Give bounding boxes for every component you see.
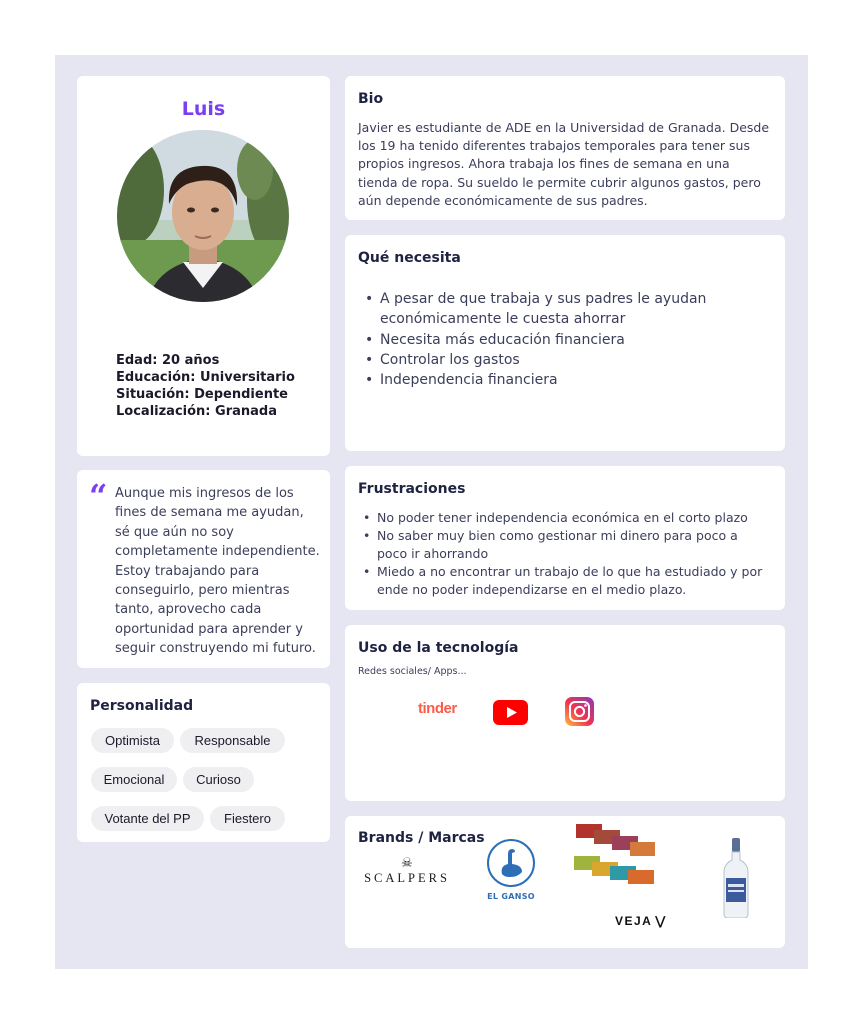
quote-text: Aunque mis ingresos de los fines de semana me ayudan, sé que aún no soy completamente independiente. Estoy trabajando para conseguirlo, pero mientras tanto, aprovecho cada oportunidad para aprender y seguir construyendo mi futuro. <box>115 486 320 657</box>
fact-location: Localización: Granada <box>116 404 277 419</box>
bio-text: Javier es estudiante de ADE en la Universidad de Granada. Desde los 19 ha tenido diferentes trabajos temporales para tener sus propios ingresos. Ahora trabaja los fines de semana en una tienda de ropa. Su sueldo le permite cubrir algunos gastos, pero aún depende económicamente de sus padres. <box>358 120 770 208</box>
bio-title: Bio <box>358 91 384 107</box>
needs-list <box>365 289 765 390</box>
persona-facts <box>116 352 295 420</box>
persona-name: Luis <box>181 98 226 120</box>
veja-logo <box>615 914 667 928</box>
avatar-photo <box>117 130 289 302</box>
frustrations-title: Frustraciones <box>358 481 466 497</box>
greygoose-bottle-image <box>722 838 750 918</box>
tech-card <box>345 625 785 801</box>
avatar <box>117 130 289 302</box>
skull-icon: ☠ <box>401 856 413 871</box>
scalpers-logo <box>361 856 453 886</box>
list-item: • No poder tener independencia económica en el corto plazo <box>363 509 768 527</box>
needs-card <box>345 235 785 451</box>
list-item: • Independencia financiera <box>365 370 765 390</box>
fact-education: Educación: Universitario <box>116 370 295 385</box>
goose-icon <box>486 838 536 888</box>
fact-situation: Situación: Dependiente <box>116 387 288 402</box>
frustrations-card <box>345 466 785 610</box>
list-item: • No saber muy bien como gestionar mi dinero para poco a poco ir ahorrando <box>363 527 768 563</box>
scalpers-label: SCALPERS <box>364 871 450 885</box>
tinder-logo: tinder <box>418 700 457 717</box>
quote-icon: “ <box>89 477 108 515</box>
instagram-icon <box>565 697 594 726</box>
tag-fiestero: Fiestero <box>210 806 285 831</box>
brands-card <box>345 816 785 948</box>
personality-title: Personalidad <box>90 698 194 714</box>
veja-shoeboxes-image <box>572 822 657 888</box>
tag-votante: Votante del PP <box>91 806 204 831</box>
brands-title: Brands / Marcas <box>358 830 485 846</box>
elganso-logo <box>482 838 540 901</box>
fact-age: Edad: 20 años <box>116 353 220 368</box>
veja-v-icon: ⋁ <box>655 914 667 928</box>
profile-card <box>77 76 330 456</box>
elganso-label: EL GANSO <box>487 892 535 901</box>
personality-card <box>77 683 330 842</box>
needs-title: Qué necesita <box>358 250 461 266</box>
frustrations-list <box>363 509 768 599</box>
tech-title: Uso de la tecnología <box>358 640 519 656</box>
tag-emocional: Emocional <box>91 767 177 792</box>
list-item: • Miedo a no encontrar un trabajo de lo que ha estudiado y por ende no poder independizarse en el medio plazo. <box>363 563 768 599</box>
tag-optimista: Optimista <box>91 728 174 753</box>
bio-card <box>345 76 785 220</box>
list-item: • Controlar los gastos <box>365 350 765 370</box>
list-item: • Necesita más educación financiera <box>365 330 765 350</box>
list-item: • A pesar de que trabaja y sus padres le ayudan económicamente le cuesta ahorrar <box>365 289 765 330</box>
tag-responsable: Responsable <box>180 728 285 753</box>
youtube-icon <box>493 700 528 725</box>
tag-curioso: Curioso <box>183 767 254 792</box>
tech-subtitle: Redes sociales/ Apps... <box>358 666 467 677</box>
quote-card <box>77 470 330 668</box>
veja-label: VEJA <box>615 914 653 928</box>
